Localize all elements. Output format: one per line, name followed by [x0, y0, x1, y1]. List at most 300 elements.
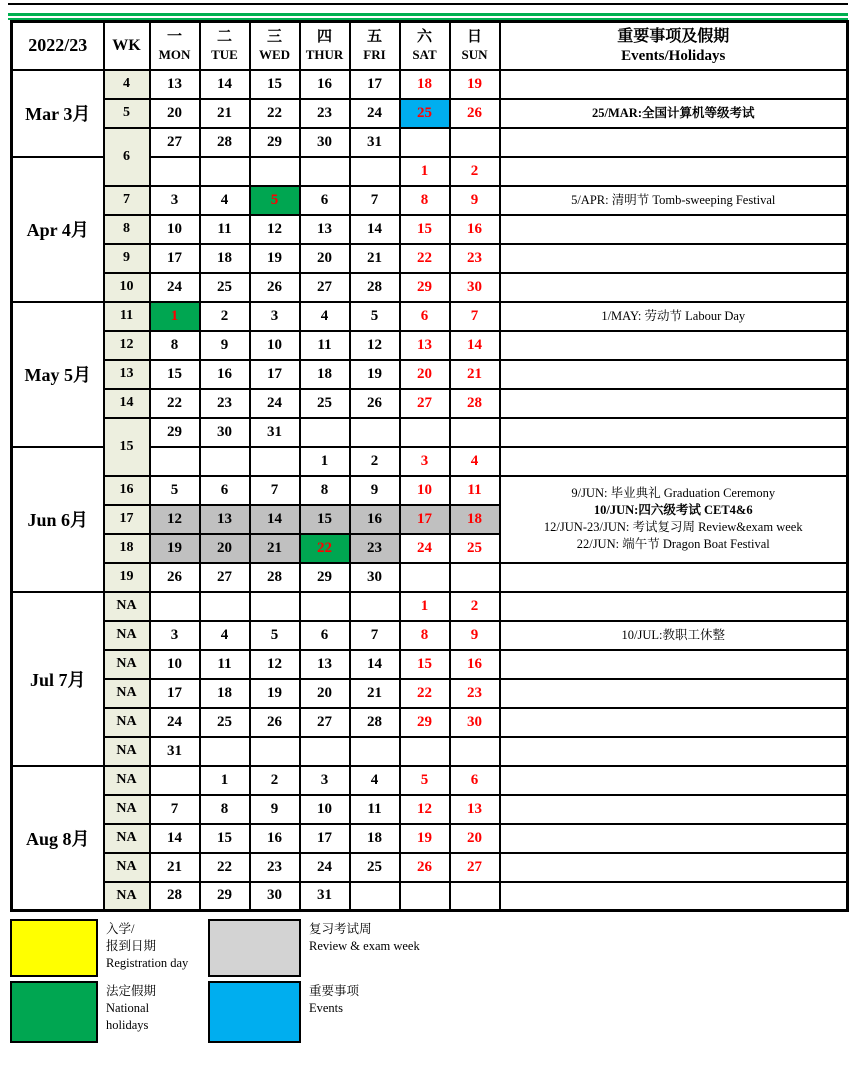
day-cell: 9 [450, 621, 500, 650]
day-cell: 1 [400, 592, 450, 621]
calendar-row [12, 853, 848, 882]
day-cell: 27 [300, 708, 350, 737]
day-cell: 6 [300, 621, 350, 650]
day-cell: 24 [250, 389, 300, 418]
events-cell [500, 563, 848, 592]
calendar-header-row [12, 22, 848, 70]
day-cell: 17 [150, 244, 200, 273]
legend-label-line: 法定假期 [106, 984, 157, 998]
calendar-row [12, 882, 848, 911]
calendar-row [12, 708, 848, 737]
day-cell: 15 [400, 215, 450, 244]
day-cell: 30 [450, 708, 500, 737]
day-cell: 9 [250, 795, 300, 824]
day-cell [400, 737, 450, 766]
national-holiday-swatch [10, 981, 98, 1043]
day-cell: 15 [150, 360, 200, 389]
day-cell: 19 [250, 244, 300, 273]
day-cell: 25 [200, 708, 250, 737]
day-cell: 18 [200, 679, 250, 708]
calendar-row [12, 766, 848, 795]
day-cell: 25 [350, 853, 400, 882]
day-cell: 27 [150, 128, 200, 157]
day-cell: 23 [300, 99, 350, 128]
day-cell: 23 [200, 389, 250, 418]
month-cell: Aug 8月 [12, 766, 104, 911]
day-cell: 31 [350, 128, 400, 157]
day-cell: 17 [400, 505, 450, 534]
day-cell [400, 418, 450, 447]
legend-label-line: 入学/ [106, 922, 135, 936]
week-number-cell: NA [104, 592, 150, 621]
day-cell: 26 [250, 708, 300, 737]
day-cell: 7 [150, 795, 200, 824]
legend-row [10, 919, 856, 977]
day-cell: 12 [250, 650, 300, 679]
day-cell: 2 [250, 766, 300, 795]
day-cell [150, 592, 200, 621]
day-cell: 21 [450, 360, 500, 389]
academic-calendar-table [10, 20, 849, 912]
day-cell: 8 [150, 331, 200, 360]
calendar-row [12, 99, 848, 128]
year-label: 2022/23 [12, 22, 104, 70]
day-cell: 13 [150, 70, 200, 99]
day-cell: 4 [450, 447, 500, 476]
events-cell [500, 592, 848, 621]
month-cell: Apr 4月 [12, 157, 104, 302]
day-cell: 14 [450, 331, 500, 360]
exam-week-swatch [208, 919, 301, 977]
day-cell: 30 [300, 128, 350, 157]
legend-label-line: Events [309, 1001, 344, 1015]
calendar-row [12, 215, 848, 244]
day-cell: 11 [200, 215, 250, 244]
day-cell: 12 [400, 795, 450, 824]
week-number-cell: NA [104, 795, 150, 824]
calendar-row [12, 70, 848, 99]
day-cell: 25 [400, 99, 450, 128]
day-cell: 16 [200, 360, 250, 389]
day-cell: 13 [300, 650, 350, 679]
day-cell: 16 [450, 650, 500, 679]
week-number-cell: NA [104, 650, 150, 679]
day-cell: 28 [250, 563, 300, 592]
week-number-cell: 13 [104, 360, 150, 389]
registration-day-swatch [10, 919, 98, 977]
day-cell: 19 [450, 70, 500, 99]
day-cell: 30 [350, 563, 400, 592]
week-number-cell: 18 [104, 534, 150, 563]
day-header-zh: 一 [166, 29, 182, 46]
week-column-header: WK [104, 22, 150, 70]
events-header-zh: 重要事项及假期 [617, 27, 730, 45]
week-number-cell: NA [104, 708, 150, 737]
day-cell: 25 [450, 534, 500, 563]
day-cell: 2 [200, 302, 250, 331]
events-column-header [500, 22, 848, 70]
day-cell: 26 [450, 99, 500, 128]
day-cell: 25 [300, 389, 350, 418]
day-header-en: TUE [211, 47, 238, 63]
day-cell: 23 [450, 244, 500, 273]
day-cell: 10 [300, 795, 350, 824]
events-cell [500, 70, 848, 99]
day-cell: 28 [150, 882, 200, 911]
day-cell: 3 [150, 186, 200, 215]
day-header-zh: 三 [266, 29, 282, 46]
day-header-fri [350, 22, 400, 70]
day-header-sun [450, 22, 500, 70]
day-cell [250, 157, 300, 186]
events-cell [500, 418, 848, 447]
day-cell: 11 [350, 795, 400, 824]
week-number-cell: NA [104, 824, 150, 853]
events-cell [500, 476, 848, 563]
day-cell: 5 [250, 621, 300, 650]
day-cell [350, 737, 400, 766]
legend-label [301, 919, 856, 977]
week-number-cell: NA [104, 621, 150, 650]
legend-label-line: 重要事项 [309, 984, 360, 998]
day-cell: 28 [350, 708, 400, 737]
day-cell: 3 [250, 302, 300, 331]
day-cell [200, 157, 250, 186]
day-cell: 5 [250, 186, 300, 215]
week-number-cell: 6 [104, 128, 150, 186]
day-cell: 28 [450, 389, 500, 418]
events-cell [500, 824, 848, 853]
day-cell: 18 [300, 360, 350, 389]
day-cell [450, 418, 500, 447]
day-cell [250, 592, 300, 621]
day-cell: 12 [150, 505, 200, 534]
day-cell: 27 [200, 563, 250, 592]
events-cell [500, 215, 848, 244]
day-cell: 10 [150, 650, 200, 679]
events-cell [500, 766, 848, 795]
legend-label [98, 981, 208, 1043]
events-cell [500, 302, 848, 331]
month-cell: Jun 6月 [12, 447, 104, 592]
day-cell: 8 [400, 186, 450, 215]
day-cell: 9 [350, 476, 400, 505]
day-cell: 3 [400, 447, 450, 476]
day-cell: 24 [150, 708, 200, 737]
calendar-row [12, 737, 848, 766]
day-cell: 27 [300, 273, 350, 302]
day-cell: 11 [450, 476, 500, 505]
month-cell: May 5月 [12, 302, 104, 447]
day-header-zh: 日 [466, 29, 482, 46]
day-cell: 4 [350, 766, 400, 795]
day-cell: 14 [200, 70, 250, 99]
event-line: 1/MAY: 劳动节 Labour Day [601, 308, 746, 323]
week-number-cell: 4 [104, 70, 150, 99]
week-number-cell: NA [104, 766, 150, 795]
day-cell: 3 [300, 766, 350, 795]
day-cell: 2 [450, 157, 500, 186]
day-cell: 13 [400, 331, 450, 360]
week-number-cell: 11 [104, 302, 150, 331]
day-cell: 2 [350, 447, 400, 476]
day-cell [300, 737, 350, 766]
day-header-zh: 五 [366, 29, 382, 46]
day-cell: 14 [150, 824, 200, 853]
day-header-en: SAT [412, 47, 437, 63]
month-cell: Jul 7月 [12, 592, 104, 766]
day-cell: 20 [300, 679, 350, 708]
day-cell: 1 [150, 302, 200, 331]
day-cell [350, 157, 400, 186]
day-cell: 17 [250, 360, 300, 389]
day-cell: 30 [450, 273, 500, 302]
day-cell: 16 [300, 70, 350, 99]
day-cell: 18 [200, 244, 250, 273]
calendar-row [12, 418, 848, 447]
calendar-row [12, 389, 848, 418]
day-cell: 17 [150, 679, 200, 708]
day-cell: 31 [300, 882, 350, 911]
day-cell [450, 882, 500, 911]
day-cell: 18 [450, 505, 500, 534]
day-header-sat [400, 22, 450, 70]
day-cell: 29 [400, 273, 450, 302]
day-cell: 6 [300, 186, 350, 215]
legend [10, 919, 856, 1043]
day-cell [450, 563, 500, 592]
week-number-cell: 12 [104, 331, 150, 360]
events-cell [500, 679, 848, 708]
day-cell: 20 [150, 99, 200, 128]
day-cell [350, 882, 400, 911]
day-cell: 24 [400, 534, 450, 563]
events-cell [500, 389, 848, 418]
event-line: 10/JUN:四六级考试 CET4&6 [593, 503, 753, 517]
day-cell: 10 [150, 215, 200, 244]
green-double-rule [8, 13, 848, 20]
day-cell: 10 [400, 476, 450, 505]
day-cell: 27 [450, 853, 500, 882]
day-cell: 12 [250, 215, 300, 244]
day-cell: 7 [350, 621, 400, 650]
day-cell: 21 [200, 99, 250, 128]
event-line: 12/JUN-23/JUN: 考试复习周 Review&exam week [543, 520, 803, 534]
week-number-cell: 17 [104, 505, 150, 534]
day-cell: 8 [300, 476, 350, 505]
week-number-cell: NA [104, 737, 150, 766]
day-header-en: SUN [461, 47, 488, 63]
calendar-row [12, 795, 848, 824]
events-cell [500, 128, 848, 157]
events-cell [500, 331, 848, 360]
legend-label-line: Registration day [106, 956, 189, 970]
day-cell: 15 [200, 824, 250, 853]
day-cell: 1 [300, 447, 350, 476]
day-cell: 21 [250, 534, 300, 563]
day-cell [300, 592, 350, 621]
calendar-row [12, 563, 848, 592]
events-swatch [208, 981, 301, 1043]
events-cell [500, 447, 848, 476]
day-cell: 4 [200, 186, 250, 215]
day-cell: 29 [250, 128, 300, 157]
events-cell [500, 853, 848, 882]
events-cell [500, 882, 848, 911]
day-cell [450, 737, 500, 766]
day-cell: 15 [300, 505, 350, 534]
day-cell: 26 [400, 853, 450, 882]
day-header-tue [200, 22, 250, 70]
events-header-en: Events/Holidays [621, 47, 726, 64]
day-cell: 23 [450, 679, 500, 708]
week-number-cell: 15 [104, 418, 150, 476]
day-cell: 29 [400, 708, 450, 737]
week-number-cell: 19 [104, 563, 150, 592]
day-cell: 29 [300, 563, 350, 592]
day-cell [450, 128, 500, 157]
legend-label-line: National [106, 1001, 150, 1015]
day-cell [400, 128, 450, 157]
day-cell: 26 [250, 273, 300, 302]
day-cell: 9 [200, 331, 250, 360]
day-cell [350, 418, 400, 447]
day-cell: 11 [200, 650, 250, 679]
day-cell: 8 [400, 621, 450, 650]
month-cell: Mar 3月 [12, 70, 104, 157]
day-cell [400, 882, 450, 911]
events-cell [500, 737, 848, 766]
day-cell [250, 737, 300, 766]
day-cell: 12 [350, 331, 400, 360]
day-header-thur [300, 22, 350, 70]
day-header-en: MON [158, 47, 191, 63]
day-cell: 22 [150, 389, 200, 418]
day-cell: 14 [350, 215, 400, 244]
day-cell: 21 [150, 853, 200, 882]
day-cell: 1 [200, 766, 250, 795]
day-cell: 24 [150, 273, 200, 302]
day-cell: 20 [450, 824, 500, 853]
legend-label [98, 919, 208, 977]
day-cell: 30 [250, 882, 300, 911]
day-cell: 4 [300, 302, 350, 331]
day-cell: 31 [250, 418, 300, 447]
day-cell: 22 [200, 853, 250, 882]
calendar-row [12, 331, 848, 360]
day-cell: 19 [150, 534, 200, 563]
day-cell: 30 [200, 418, 250, 447]
legend-label-line: 复习考试周 [309, 922, 372, 936]
day-header-zh: 六 [416, 29, 432, 46]
day-cell [400, 563, 450, 592]
day-cell: 7 [350, 186, 400, 215]
day-cell: 28 [350, 273, 400, 302]
day-cell: 16 [450, 215, 500, 244]
week-number-cell: 8 [104, 215, 150, 244]
day-header-mon [150, 22, 200, 70]
day-cell: 6 [400, 302, 450, 331]
day-cell: 13 [300, 215, 350, 244]
events-cell [500, 244, 848, 273]
day-cell: 19 [400, 824, 450, 853]
day-cell: 7 [250, 476, 300, 505]
day-cell: 23 [350, 534, 400, 563]
calendar-row [12, 273, 848, 302]
day-cell: 29 [150, 418, 200, 447]
week-number-cell: NA [104, 679, 150, 708]
day-cell: 18 [400, 70, 450, 99]
day-cell: 24 [300, 853, 350, 882]
week-number-cell: 16 [104, 476, 150, 505]
day-cell: 2 [450, 592, 500, 621]
day-cell [150, 157, 200, 186]
event-line: 22/JUN: 端午节 Dragon Boat Festival [576, 537, 770, 551]
day-cell [200, 592, 250, 621]
day-cell: 4 [200, 621, 250, 650]
day-cell: 20 [300, 244, 350, 273]
day-cell: 13 [200, 505, 250, 534]
calendar-row [12, 186, 848, 215]
day-cell [300, 157, 350, 186]
events-cell [500, 795, 848, 824]
calendar-row [12, 650, 848, 679]
day-cell: 23 [250, 853, 300, 882]
day-cell: 31 [150, 737, 200, 766]
day-cell: 22 [400, 679, 450, 708]
week-number-cell: 5 [104, 99, 150, 128]
week-number-cell: 10 [104, 273, 150, 302]
calendar-row [12, 824, 848, 853]
event-line: 9/JUN: 毕业典礼 Graduation Ceremony [571, 486, 776, 500]
calendar-row [12, 476, 848, 505]
day-cell: 9 [450, 186, 500, 215]
day-cell [150, 447, 200, 476]
events-cell [500, 708, 848, 737]
day-cell: 5 [400, 766, 450, 795]
day-cell: 29 [200, 882, 250, 911]
events-cell [500, 621, 848, 650]
top-black-rule [8, 3, 848, 5]
day-cell [300, 418, 350, 447]
day-cell [200, 737, 250, 766]
events-cell [500, 99, 848, 128]
legend-row [10, 981, 856, 1043]
day-cell: 8 [200, 795, 250, 824]
calendar-row [12, 360, 848, 389]
events-cell [500, 186, 848, 215]
week-number-cell: NA [104, 853, 150, 882]
legend-label-line: Review & exam week [309, 939, 420, 953]
day-cell: 21 [350, 244, 400, 273]
day-cell: 3 [150, 621, 200, 650]
calendar-row [12, 128, 848, 157]
day-cell: 27 [400, 389, 450, 418]
day-cell: 5 [150, 476, 200, 505]
day-cell: 22 [250, 99, 300, 128]
day-cell: 16 [350, 505, 400, 534]
day-cell: 5 [350, 302, 400, 331]
day-cell: 18 [350, 824, 400, 853]
day-cell: 10 [250, 331, 300, 360]
day-cell: 20 [400, 360, 450, 389]
day-cell: 15 [250, 70, 300, 99]
day-cell: 20 [200, 534, 250, 563]
week-number-cell: 9 [104, 244, 150, 273]
day-cell: 26 [150, 563, 200, 592]
legend-label-line: holidays [106, 1018, 149, 1032]
event-line: 25/MAR:全国计算机等级考试 [592, 105, 755, 120]
